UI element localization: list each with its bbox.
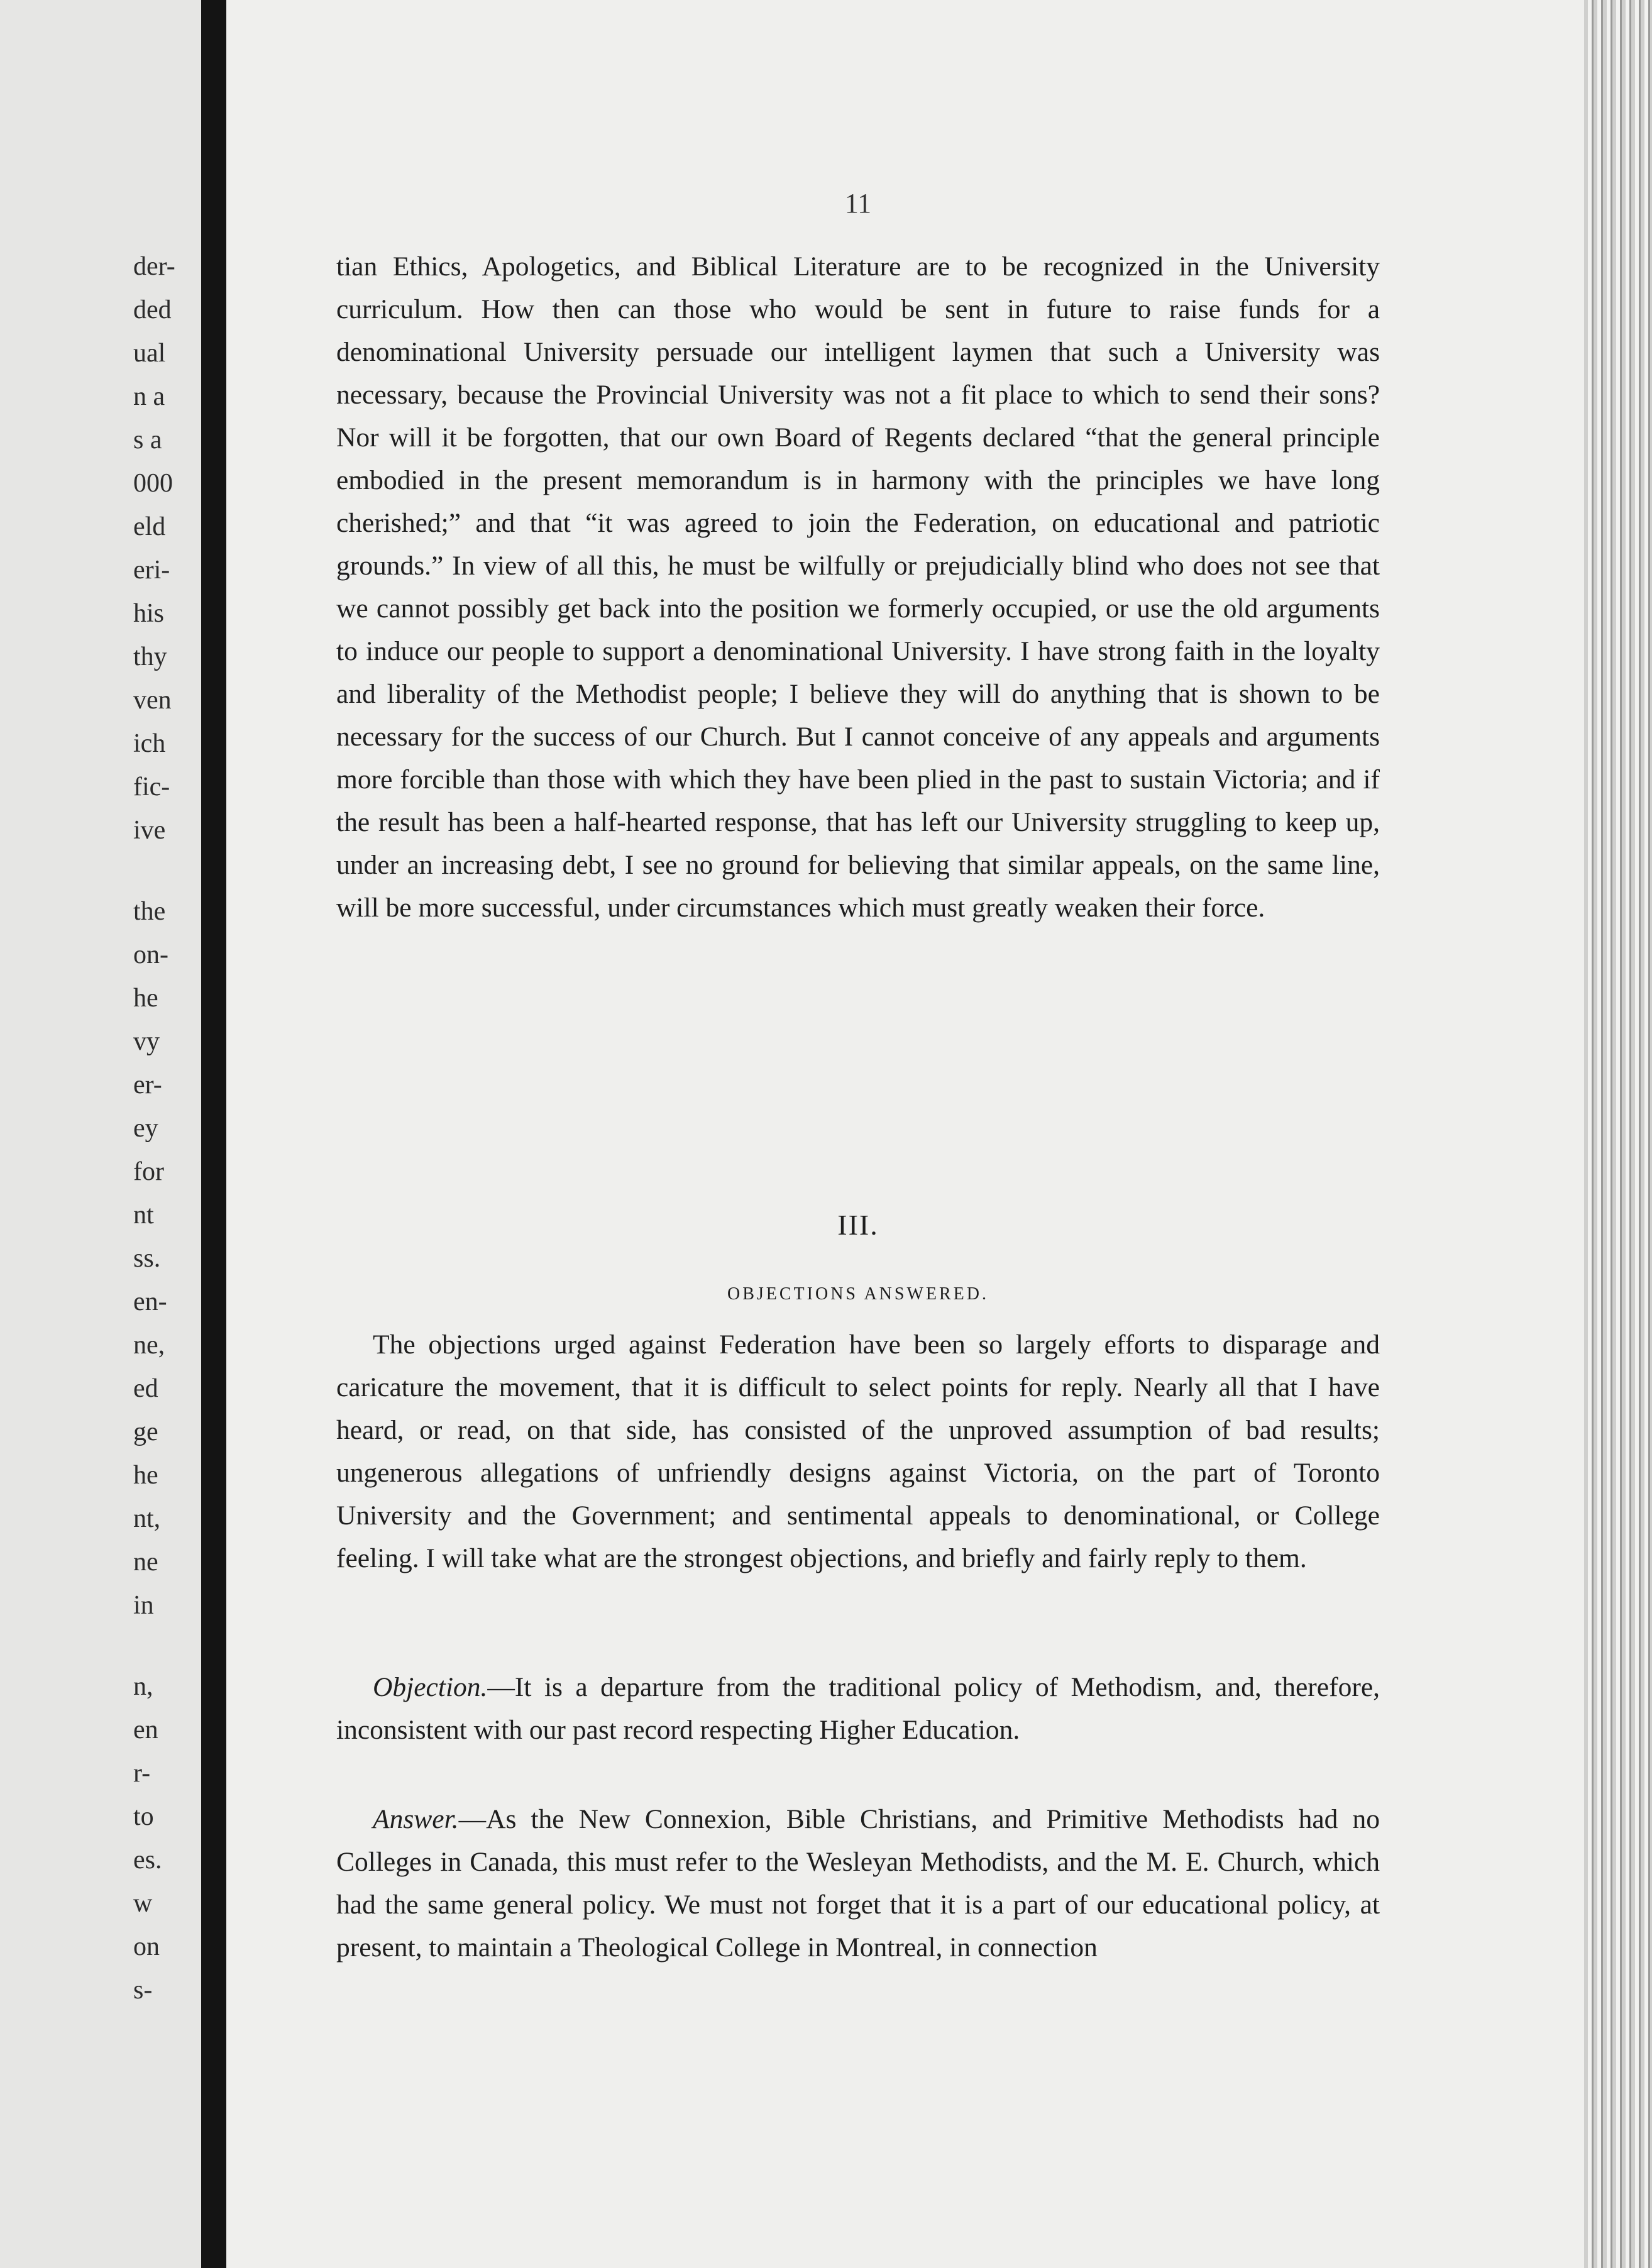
margin-fragment: ich — [133, 729, 166, 758]
margin-fragment: es. — [133, 1846, 162, 1874]
fragment-group-middle — [133, 890, 190, 1627]
margin-fragment: en- — [133, 1287, 167, 1316]
margin-fragment: ge — [133, 1418, 158, 1446]
margin-fragment: ne, — [133, 1331, 165, 1360]
objection-label: Objection. — [373, 1672, 488, 1702]
objection-paragraph — [336, 1666, 1380, 1751]
objections-intro-paragraph: The objections urged against Federation have been so largely efforts to disparage and caricature the movement, that it is difficult to select points for reply. Nearly all that I have heard, or read, on that side, has consisted of the unproved assumption of bad results; ungenerous allegations of unfriendly designs against Victoria, on the part of Toronto University and the Government; and sentimental appeals to denominational, or College feeling. I will take what are the strongest objections, and briefly and fairly reply to them. — [336, 1329, 1380, 1573]
objection-text: —It is a departure from the traditional policy of Methodism, and, therefore, inconsistent with our past record respecting Higher Education. — [336, 1672, 1380, 1745]
facing-page-text-fragments — [133, 245, 190, 2012]
margin-fragment: ive — [133, 816, 166, 845]
margin-fragment: nt — [133, 1201, 154, 1230]
margin-fragment: s a — [133, 426, 162, 454]
margin-fragment: to — [133, 1802, 154, 1831]
margin-fragment: r- — [133, 1759, 151, 1788]
margin-fragment: ven — [133, 686, 172, 715]
margin-fragment: ss. — [133, 1244, 161, 1273]
margin-fragment: s- — [133, 1976, 153, 2005]
section-numeral: III. — [837, 1209, 879, 1241]
margin-fragment: n a — [133, 382, 165, 411]
continuation-paragraph: tian Ethics, Apologetics, and Biblical Literature are to be recognized in the University curriculum. How then can those who would be sent in future to raise funds for a denominational University persuade our intelligent laymen that such a University was necessary, because the Provincial University was not a fit place to which to send their sons? Nor will it be forgotten, that our own Board of Regents declared “that the general principle embodied in the present memorandum is in harmony with the principles we have long cherished;” and that “it was agreed to join the Federation, on educational and patriotic grounds.” In view of all this, he must be wilfully or prejudicially blind who does not see that we cannot possibly get back into the position we formerly occupied, or use the old arguments to induce our people to support a denominational University. I have strong faith in the loyalty and liberality of the Methodist people; I believe they will do anything that is shown to be necessary for the success of our Church. But I cannot conceive of any appeals and arguments more forcible than those with which they have been plied in the past to sustain Victoria; and if the result has been a half-hearted response, that has left our University struggling to keep up, under an increasing debt, I see no ground for believing that similar appeals, on the same line, will be more successful, under circumstances which must greatly weaken their force. — [336, 251, 1380, 923]
margin-fragment: 000 — [133, 469, 173, 498]
book-spine-gutter — [201, 0, 226, 2268]
margin-fragment: en — [133, 1715, 158, 1744]
margin-fragment: for — [133, 1157, 164, 1186]
margin-fragment: eri- — [133, 556, 170, 585]
page-number: 11 — [844, 188, 872, 219]
answer-paragraph — [336, 1798, 1380, 1969]
margin-fragment: on- — [133, 940, 168, 969]
margin-fragment: ded — [133, 295, 172, 324]
margin-fragment: ual — [133, 339, 166, 368]
margin-fragment: fic- — [133, 773, 170, 801]
fragment-group-top — [133, 245, 190, 852]
margin-fragment: der- — [133, 252, 175, 281]
margin-fragment: ne — [133, 1548, 158, 1577]
margin-fragment: his — [133, 599, 165, 628]
section-heading: OBJECTIONS ANSWERED. — [727, 1284, 989, 1304]
margin-fragment: w — [133, 1889, 153, 1918]
margin-fragment: er- — [133, 1071, 162, 1099]
margin-fragment: in — [133, 1591, 154, 1620]
margin-fragment: he — [133, 1461, 158, 1490]
margin-fragment: the — [133, 897, 166, 926]
margin-fragment: eld — [133, 512, 166, 541]
facing-page-left — [0, 0, 201, 2268]
margin-fragment: he — [133, 984, 158, 1013]
margin-fragment: ey — [133, 1114, 158, 1143]
answer-label: Answer. — [373, 1804, 459, 1834]
fragment-group-bottom — [133, 1665, 190, 2012]
margin-fragment: nt, — [133, 1504, 161, 1533]
margin-fragment: n, — [133, 1672, 153, 1701]
page-edge-stack — [1584, 0, 1652, 2268]
margin-fragment: thy — [133, 642, 167, 671]
margin-fragment: ed — [133, 1374, 158, 1403]
margin-fragment: on — [133, 1932, 160, 1961]
margin-fragment: vy — [133, 1027, 160, 1056]
answer-text: —As the New Connexion, Bible Christians, and Primitive Methodists had no Colleges in Canada, this must refer to the Wesleyan Methodists, and the M. E. Church, which had the same general policy. We must not forget that it is a part of our educational policy, at present, to maintain a Theological College in Montreal, in connection — [336, 1804, 1380, 1962]
